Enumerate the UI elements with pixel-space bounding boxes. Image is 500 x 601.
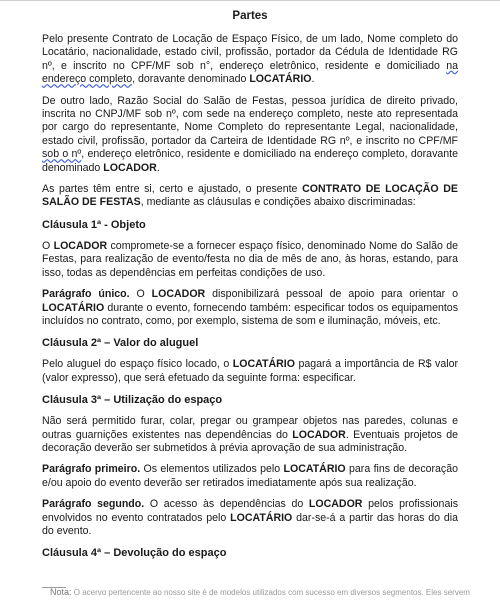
section-title: Partes (232, 10, 268, 22)
spellcheck-underline: na endereço completo (42, 59, 458, 86)
clause-3-text: Não será permitido furar, colar, pregar ou grampear objetos nas paredes, colunas e outras guarnições existentes nas dependências do LOCADOR. Eventuais projetos de decoração deverão ser submetidos à prévia aprovação de sua administração. (42, 415, 458, 454)
clause-1-heading: Cláusula 1ª - Objeto (42, 218, 146, 231)
footer-note-text: O acervo pertencente ao nosso site é de modelos utilizados com sucesso em diversos segmentos. Eles servem (73, 588, 470, 597)
spellcheck-underline: sob o nº (42, 148, 82, 161)
clause-3-heading: Cláusula 3ª – Utilização do espaço (42, 394, 223, 407)
footer-note-label: Nota: (50, 587, 72, 597)
clause-3-first-paragraph: Parágrafo primeiro. Os elementos utilizados pelo LOCATÁRIO para fins de decoração e/ou apoio do evento deverão ser retirados imediatamente após sua realização. (42, 463, 459, 489)
clause-2-heading: Cláusula 2ª – Valor do aluguel (42, 337, 199, 350)
clause-4-heading: Cláusula 4ª – Devolução do espaço (42, 547, 227, 560)
paragraph-agreement: As partes têm entre si, certo e ajustado, o presente CONTRATO DE LOCAÇÃO DE SALÃO DE FESTAS, mediante as cláusulas e condições abaixo discriminadas: (42, 183, 458, 209)
paragraph-locatario: Pelo presente Contrato de Locação de Espaço Físico, de um lado, Nome completo do Locatário, nacionalidade, estado civil, profissão, portador da Cédula de Identidade RG nº, e inscrito no CPF/MF sob n°, endereço eletrônico, residente e domiciliado na endereço completo, doravante denominado LOCATÁRIO. (42, 33, 458, 86)
paragraph-locador: De outro lado, Razão Social do Salão de Festas, pessoa jurídica de direito privado, inscrita no CNPJ/MF sob nº, com sede na endereço completo, neste ato representada por cargo do representante, Nome Completo do representante Legal, nacionalidade, estado civil, profissão, portador da Carteira de Identidade RG nº, e inscrito no CPF/MF sob o nº, endereço eletrônico, residente e domiciliado na endereço completo, doravante denominado LOCADOR. (42, 94, 458, 174)
footer-note (50, 587, 490, 598)
contract-body (42, 9, 458, 568)
clause-1-sole-paragraph: Parágrafo único. O LOCADOR disponibilizará pessoal de apoio para orientar o LOCATÁRIO durante o evento, fornecendo também: especificar todos os equipamentos incluídos no contrato, como, por exemplo, sistema de som e iluminação, móveis, etc. (42, 288, 458, 327)
clause-1-text: O LOCADOR compromete-se a fornecer espaço físico, denominado Nome do Salão de Festas, para realização de evento/festa no dia de mês de ano, às horas, estando, para isso, todas as dependências em perfeitas condições de uso. (42, 239, 459, 279)
clause-3-second-paragraph: Parágrafo segundo. O acesso às dependências do LOCADOR pelos profissionais envolvidos no evento contratados pelo LOCATÁRIO dar-se-á a partir das horas do dia do evento. (42, 498, 458, 537)
clause-2-text: Pelo aluguel do espaço físico locado, o LOCATÁRIO pagará a importância de R$ valor (valor expresso), que será efetuado da seguinte forma: especificar. (42, 358, 458, 384)
